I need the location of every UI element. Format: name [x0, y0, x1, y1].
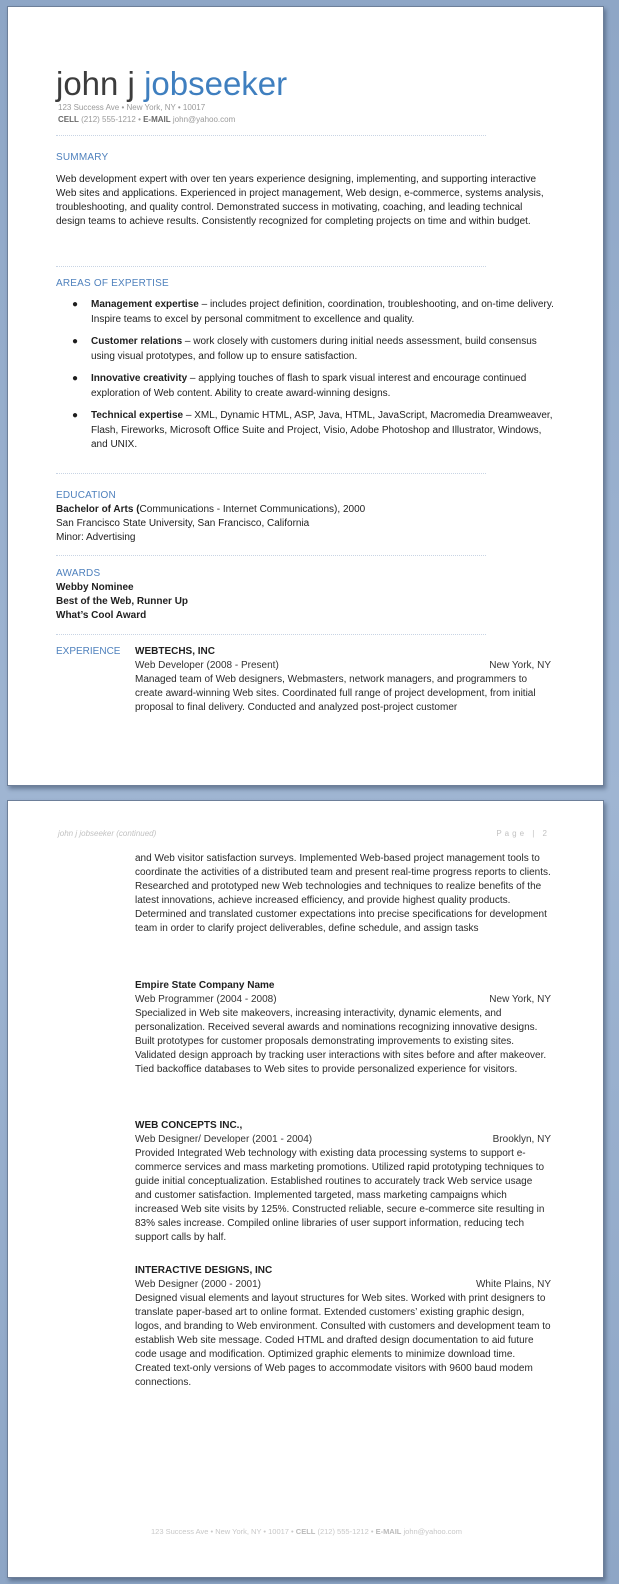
address-line: 123 Success Ave • New York, NY • 10017 [58, 103, 206, 112]
job-title: Web Designer/ Developer (2001 - 2004) [135, 1134, 313, 1145]
education-heading: EDUCATION [56, 490, 116, 501]
footer-cell: (212) 555-1212 • [317, 1527, 374, 1536]
job-location: New York, NY [489, 994, 551, 1005]
list-item: ● Innovative creativity – applying touches of flash to spark visual interest and encourage continued exploration of Web content. Ability to create award-winning designs. [72, 373, 527, 399]
cell-label: CELL [58, 115, 79, 124]
divider [56, 135, 486, 136]
award-item: Best of the Web, Runner Up [56, 596, 189, 607]
list-item: ● Customer relations – work closely with customers during initial needs assessment, build consensus using visual prototypes, and follow up to ensure satisfaction. [72, 336, 537, 362]
contact-line: CELL (212) 555-1212 • E-MAIL john@yahoo.com [58, 115, 236, 124]
job-title-row [135, 1133, 551, 1147]
summary-text: Web development expert with over ten years experience designing, implementing, and supporting interactive Web sites and applications. Experienced in project management, Web design, e-commerce, systems analysis, troubleshooting, and quality control. Demonstrated success in motivating, coaching, and leading technical design teams to achieve results. Consistently recognized for completing projects on time and within budget. [56, 174, 544, 227]
job-title-row [135, 1278, 551, 1292]
bullet-icon: ● [72, 336, 79, 347]
email-value: john@yahoo.com [172, 115, 236, 124]
page-footer [8, 1527, 605, 1536]
first-name: john j [56, 65, 135, 102]
summary-heading: SUMMARY [56, 152, 109, 163]
divider [56, 634, 486, 635]
bullet-icon: ● [72, 299, 79, 310]
last-name: jobseeker [144, 65, 288, 102]
job-description: Designed visual elements and layout structures for Web sites. Worked with print designers to translate paper-based art to online format. Extended customers’ existing graphic design, logos, and branding to Web environment. Consulted with customers and development team to establish Web site message. Coded HTML and drafted design documentation to aid future code usage and modification. Optimized graphic elements to minimize download time. Created text-only versions of Web pages to accommodate visitors with 9600 baud modem connections. [135, 1293, 551, 1388]
job-location: New York, NY [489, 660, 551, 671]
email-label: E-MAIL [143, 115, 171, 124]
running-header-name: john j jobseeker (continued) [58, 829, 157, 838]
footer-address: 123 Success Ave • New York, NY • 10017 • [151, 1527, 294, 1536]
expertise-list [56, 298, 556, 461]
footer-cell-label: CELL [295, 1527, 316, 1536]
company-name: Empire State Company Name [135, 980, 275, 991]
resume-page-1 [7, 6, 604, 786]
job-title: Web Developer (2008 - Present) [135, 660, 279, 671]
list-item: ● Management expertise – includes project definition, coordination, troubleshooting, and on-time delivery. Inspire teams to excel by personal commitment to excellence and quality. [72, 299, 554, 325]
divider [56, 266, 486, 267]
job-title-row [135, 993, 551, 1007]
experience-heading: EXPERIENCE [56, 646, 121, 657]
running-header [58, 829, 550, 838]
job-title-row [135, 659, 551, 673]
education-block [56, 503, 456, 545]
resume-page-2 [7, 800, 604, 1578]
cell-value: (212) 555-1212 [81, 115, 136, 124]
job-description: Specialized in Web site makeovers, increasing interactivity, dynamic elements, and personalization. Received several awards and nominations recognizing innovative designs. Built prototypes for customer proposals demonstrating improvements to existing sites. Validated design approach by tracking user interactions with sites before and after makeover. Tied backoffice databases to Web sites to provide personalized experience for visitors. [135, 1008, 547, 1075]
job-description: and Web visitor satisfaction surveys. Implemented Web-based project management tools to coordinate the activities of a distributed team and present real-time progress reports to clients. Researched and prototyped new Web technologies and techniques to realize benefits of the latest innovations, achieve increased efficiency, and provide highest quality products. Determined and translated customer expectations into precise specifications for development team in order to clarify project deliverables, define schedule, and assign tasks [135, 853, 551, 934]
job-description: Provided Integrated Web technology with existing data processing systems to support e-commerce services and mass marketing promotions. Utilized rapid prototyping techniques to guide initial conceptualization. Established routines to accurately track Web service usage and customer satisfaction. Implemented targeted, mass marketing campaigns which increased Web site visits by 125%. Constructed reliable, secure e-commerce site resulting in 83% sales increase. Compiled online libraries of user support information, reducing tech support calls by half. [135, 1148, 545, 1243]
minor: Minor: Advertising [56, 532, 136, 543]
divider [56, 473, 486, 474]
awards-heading: AWARDS [56, 568, 101, 579]
job-location: White Plains, NY [475, 1279, 551, 1290]
company-name: WEBTECHS, INC [135, 646, 215, 657]
degree: Bachelor of Arts (Communications - Internet Communications), 2000 [56, 504, 366, 515]
expertise-heading: AREAS OF EXPERTISE [56, 278, 169, 289]
bullet-icon: ● [72, 410, 79, 421]
job-entry [135, 645, 551, 715]
job-title: Web Designer (2000 - 2001) [135, 1279, 261, 1290]
job-location: Brooklyn, NY [492, 1134, 551, 1145]
job-description: Managed team of Web designers, Webmasters, network managers, and programmers to create award-winning Web sites. Coordinated full range of project development, from initial proposal to final delivery. Conducted and analyzed post-project customer [135, 674, 536, 713]
award-item: What’s Cool Award [56, 610, 147, 621]
divider [56, 555, 486, 556]
footer-email: john@yahoo.com [403, 1527, 462, 1536]
page-number: Page | 2 [496, 829, 550, 838]
job-title: Web Programmer (2004 - 2008) [135, 994, 277, 1005]
list-item: ● Technical expertise – XML, Dynamic HTML, ASP, Java, HTML, JavaScript, Macromedia Dreamweaver, Flash, Fireworks, Microsoft Office Suite and Project, Visio, Adobe Photoshop and Illustrator, Windows, and UNIX. [72, 410, 553, 450]
job-entry-continued [135, 852, 551, 936]
job-entry [135, 1119, 551, 1245]
bullet-icon: ● [72, 373, 79, 384]
job-entry [135, 979, 551, 1077]
company-name: INTERACTIVE DESIGNS, INC [135, 1265, 273, 1276]
footer-email-label: E-MAIL [375, 1527, 402, 1536]
candidate-name [56, 65, 287, 103]
awards-list [56, 581, 356, 623]
job-entry [135, 1264, 551, 1390]
company-name: WEB CONCEPTS INC., [135, 1120, 243, 1131]
school: San Francisco State University, San Francisco, California [56, 518, 310, 529]
award-item: Webby Nominee [56, 582, 134, 593]
